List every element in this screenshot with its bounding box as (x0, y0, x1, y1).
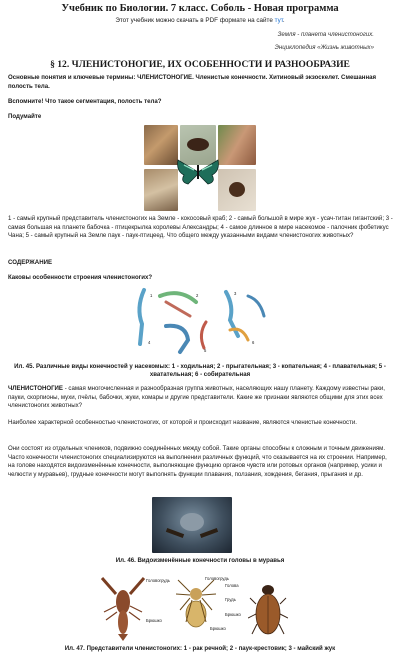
content-heading: СОДЕРЖАНИЕ (8, 259, 53, 266)
label-spider-abdomen: Брюшко (210, 626, 226, 631)
think-heading: Подумайте (8, 113, 42, 120)
fig45-caption: Ил. 45. Различные виды конечностей у насекомых: 1 - ходильная; 2 - прыгательная; 3 - копательная; 4 - плавательная; 5 - хватательная; 6 - собирательная (14, 363, 386, 379)
limb-number-2: 2 (196, 293, 199, 298)
page-title: Учебник по Биологии. 7 класс. Соболь - Новая программа (61, 3, 339, 14)
limb-number-4: 4 (148, 340, 151, 345)
section-title: § 12. ЧЛЕНИСТОНОГИЕ, ИХ ОСОБЕННОСТИ И РАЗНООБРАЗИЕ (50, 59, 350, 70)
download-line (0, 17, 400, 24)
key-terms: Основные понятия и ключевые термины: ЧЛЕНИСТОНОГИЕ. Членистые конечности. Хитиновый экзоскелет. Смешанная полость тела. (8, 74, 377, 90)
label-beetle-head: Голова (225, 583, 239, 588)
epigraph-source: Энциклопедия «Жизнь животных» (274, 44, 374, 51)
limb-number-3: 3 (234, 291, 237, 296)
download-end: . (282, 17, 285, 24)
limb-number-5: 5 (204, 348, 207, 353)
hands-photo (218, 125, 256, 165)
paragraph-2: Наиболее характерной особенностью членистоногих, от которой и происходит название, являются членистые конечности. (8, 419, 357, 426)
tarantula-photo (218, 169, 256, 211)
label-crayfish-cephalothorax: Головогрудь (146, 578, 170, 583)
fig47-caption: Ил. 47. Представители членистоногих: 1 - рак речной; 2 - паук-крестовик; 3 - майский жук (64, 645, 336, 652)
limb-number-1: 1 (150, 293, 153, 298)
definition-text: - самая многочисленная и разнообразная группа животных, населяющих нашу планету. Каждому известны раки, пауки, скорпионы, мухи, пчёлы, бабочки, жуки, комары и другие представители. Какие же признаки являются общими для этих всех членистоногих животных? (8, 385, 386, 410)
crayfish-illustration (96, 572, 150, 642)
download-text: Этот учебник можно скачать в PDF формате на сайте (115, 17, 275, 24)
definition-term: ЧЛЕНИСТОНОГИЕ (8, 385, 64, 392)
butterfly-photo (176, 157, 220, 187)
structure-question: Каковы особенности строения членистоногих? (8, 274, 153, 281)
fig46-caption: Ил. 46. Видоизменённые конечности головы в муравья (115, 557, 285, 564)
label-spider-cephalothorax: Головогрудь (205, 576, 229, 581)
epigraph-quote: Земля - планета членистоногих. (277, 31, 374, 38)
ant-head-photo (152, 497, 232, 553)
definition-paragraph (8, 385, 394, 411)
download-link[interactable]: тут (274, 17, 283, 24)
paragraph-3: Они состоят из отдельных члеников, подвижно соединённых между собой. Такие органы способны к сложным и точным движениям. Часто конечности членистоногих специализируются на выполнении различных функций, что сказывается на их строении. Например, на голове находятся видоизменённые конечности, выполняющие функцию органов чувств или ротовых органов (например, усики и челюсти у муравьев), грудные конечности могут выполнять функции плавания, ползания, хождения, бегания, прыгания и др. (8, 445, 387, 478)
label-beetle-abdomen: Брюшко (225, 612, 241, 617)
cockchafer-illustration (248, 578, 288, 638)
species-photo-collage (144, 125, 256, 211)
label-beetle-thorax: Грудь (225, 597, 236, 602)
stick-insect-photo (144, 169, 178, 211)
think-text: 1 - самый крупный представитель членистоногих на Земле - кокосовый краб; 2 - самый большой в мире жук - усач-титан гигантский; 3 - самая большая на планете бабочка - птицекрылка королевы Александры; 4 - самое длинное в мире насекомое - палочник фобетикус Чана; 5 - самый крупный на Земле паук - паук-птицеед. Что общего между указанными видами членистоногих животных? (8, 215, 393, 240)
coconut-crab-photo (144, 125, 178, 165)
remember-question: Вспомните! Что такое сегментация, полость тела? (8, 98, 162, 105)
limb-number-6: 6 (252, 340, 255, 345)
label-crayfish-abdomen: Брюшко (146, 618, 162, 623)
